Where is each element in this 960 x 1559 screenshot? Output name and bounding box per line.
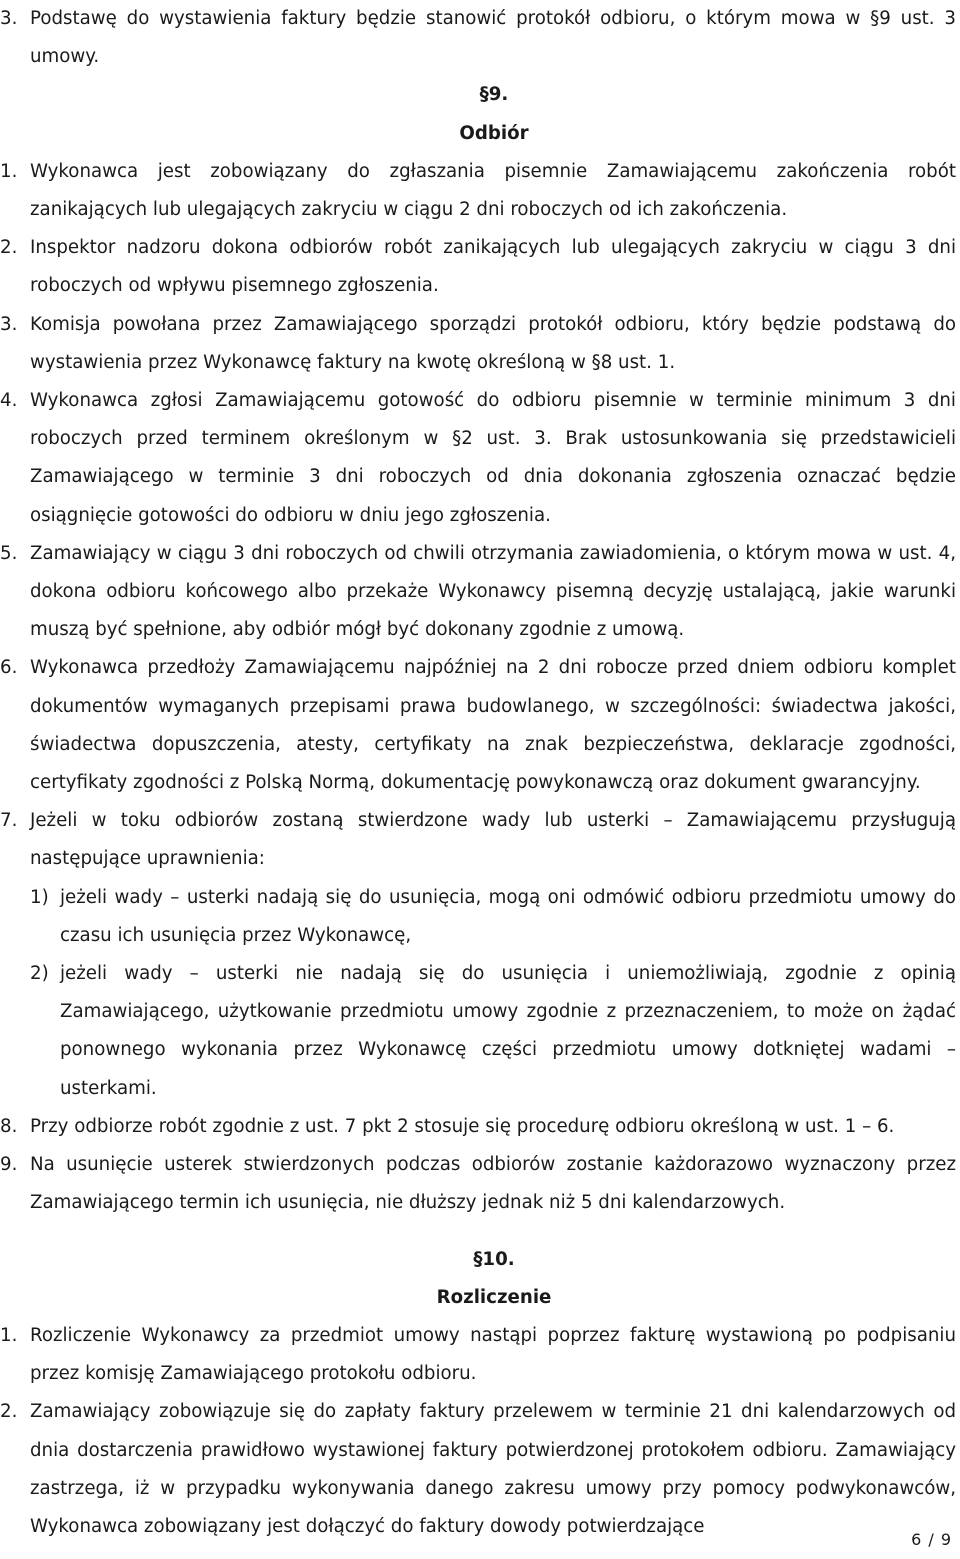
list-item: [0, 382, 960, 535]
item-text: Na usunięcie usterek stwierdzonych podczas odbiorów zostanie każdorazowo wyznaczony przez Zamawiającego termin ich usunięcia, nie dłuższy jednak niż 5 dni kalendarzowych.: [30, 1154, 956, 1214]
section-number: §9.: [479, 84, 509, 106]
section-gap: [0, 1223, 960, 1241]
item-number: 5.: [0, 542, 18, 564]
item-text: Inspektor nadzoru dokona odbiorów robót zanikających lub ulegających zakryciu w ciągu 3 dni roboczych od wpływu pisemnego zgłoszenia.: [30, 237, 956, 297]
sub-item-text: jeżeli wady – usterki nadają się do usunięcia, mogą oni odmówić odbioru przedmiotu umowy do czasu ich usunięcia przez Wykonawcę,: [60, 886, 956, 946]
item-text: Jeżeli w toku odbiorów zostaną stwierdzone wady lub usterki – Zamawiającemu przysługują następujące uprawnienia:: [30, 810, 956, 870]
item-number: 9.: [0, 1154, 18, 1176]
list-item: [0, 649, 960, 802]
item-text: Rozliczenie Wykonawcy za przedmiot umowy nastąpi poprzez fakturę wystawioną po podpisaniu przez komisję Zamawiającego protokołu odbioru.: [30, 1324, 956, 1385]
list-item: [0, 229, 960, 305]
list-item: [0, 0, 960, 76]
list-item: [0, 153, 960, 229]
item-number: 4.: [0, 390, 18, 412]
item-number: 1.: [0, 1324, 18, 1346]
item-number: 8.: [0, 1115, 18, 1137]
item-number: 2.: [0, 1401, 18, 1423]
item-number: 2.: [0, 237, 18, 259]
item-text: Wykonawca przedłoży Zamawiającemu najpóźniej na 2 dni robocze przed dniem odbioru komplet dokumentów wymaganych przepisami prawa budowlanego, w szczególności: świadectwa jakości, świadectwa dopuszczenia, atesty, certyfikaty na znak bezpieczeństwa, deklaracje zgodności, certyfikaty zgodności z Polską Normą, dokumentację powykonawczą oraz dokument gwarancyjny.: [30, 657, 956, 794]
item-number: 1.: [0, 160, 18, 182]
sub-item-number: 1): [30, 886, 49, 908]
section-title: Odbiór: [459, 122, 529, 144]
item-text: Wykonawca zgłosi Zamawiającemu gotowość do odbioru pisemnie w terminie minimum 3 dni roboczych przed terminem określonym w §2 ust. 3. Brak ustosunkowania się przedstawicieli Zamawiającego w terminie 3 dni roboczych od dnia dokonania zgłoszenia oznaczać będzie osiągnięcie gotowości do odbioru w dniu jego zgłoszenia.: [30, 390, 956, 526]
item-text: Zamawiający zobowiązuje się do zapłaty faktury przelewem w terminie 21 dni kalendarzowych od dnia dostarczenia prawidłowo wystawionej faktury potwierdzonej protokołem odbioru. Zamawiający zastrzega, iż w przypadku wykonywania danego zakresu umowy przy pomocy podwykonawców, Wykonawca zobowiązany jest dołączyć do faktury dowody potwierdzające: [30, 1401, 956, 1537]
item-number: 7.: [0, 810, 18, 832]
list-item: [0, 306, 960, 382]
list-item: [0, 535, 960, 650]
item-text: Komisja powołana przez Zamawiającego sporządzi protokół odbioru, który będzie podstawą do wystawienia przez Wykonawcę faktury na kwotę określoną w §8 ust. 1.: [30, 313, 956, 373]
item-text: Przy odbiorze robót zgodnie z ust. 7 pkt 2 stosuje się procedurę odbioru określoną w ust. 1 – 6.: [30, 1115, 895, 1137]
list-item: [0, 802, 960, 878]
sub-list-item: [0, 879, 960, 955]
list-item: [0, 1146, 960, 1222]
list-item: [0, 1108, 960, 1146]
item-text: Zamawiający w ciągu 3 dni roboczych od chwili otrzymania zawiadomienia, o którym mowa w ust. 4, dokona odbioru końcowego albo przekaże Wykonawcy pisemną decyzję ustalającą, jakie warunki muszą być spełnione, aby odbiór mógł być dokonany zgodnie z umową.: [30, 542, 956, 641]
list-item: [0, 1393, 960, 1546]
item-number: 3.: [0, 313, 18, 335]
item-number: 6.: [0, 657, 18, 679]
page-number: 6 / 9: [911, 1530, 952, 1549]
section-number: §10.: [473, 1248, 515, 1270]
item-text: Wykonawca jest zobowiązany do zgłaszania pisemnie Zamawiającemu zakończenia robót zanikających lub ulegających zakryciu w ciągu 2 dni roboczych od ich zakończenia.: [30, 160, 956, 221]
list-item: [0, 1317, 960, 1393]
sub-item-number: 2): [30, 963, 49, 985]
section-title: Rozliczenie: [436, 1286, 552, 1308]
item-text: Podstawę do wystawienia faktury będzie stanowić protokół odbioru, o którym mowa w §9 ust. 3 umowy.: [30, 8, 956, 68]
item-number: 3.: [0, 8, 18, 29]
sub-list-item: [0, 955, 960, 1108]
sub-item-text: jeżeli wady – usterki nie nadają się do usunięcia i uniemożliwiają, zgodnie z opinią Zamawiającego, użytkowanie przedmiotu umowy zgodnie z przeznaczeniem, to może on żądać ponownego wykonania przez Wykonawcę części przedmiotu umowy dotkniętej wadami – usterkami.: [60, 963, 956, 1099]
